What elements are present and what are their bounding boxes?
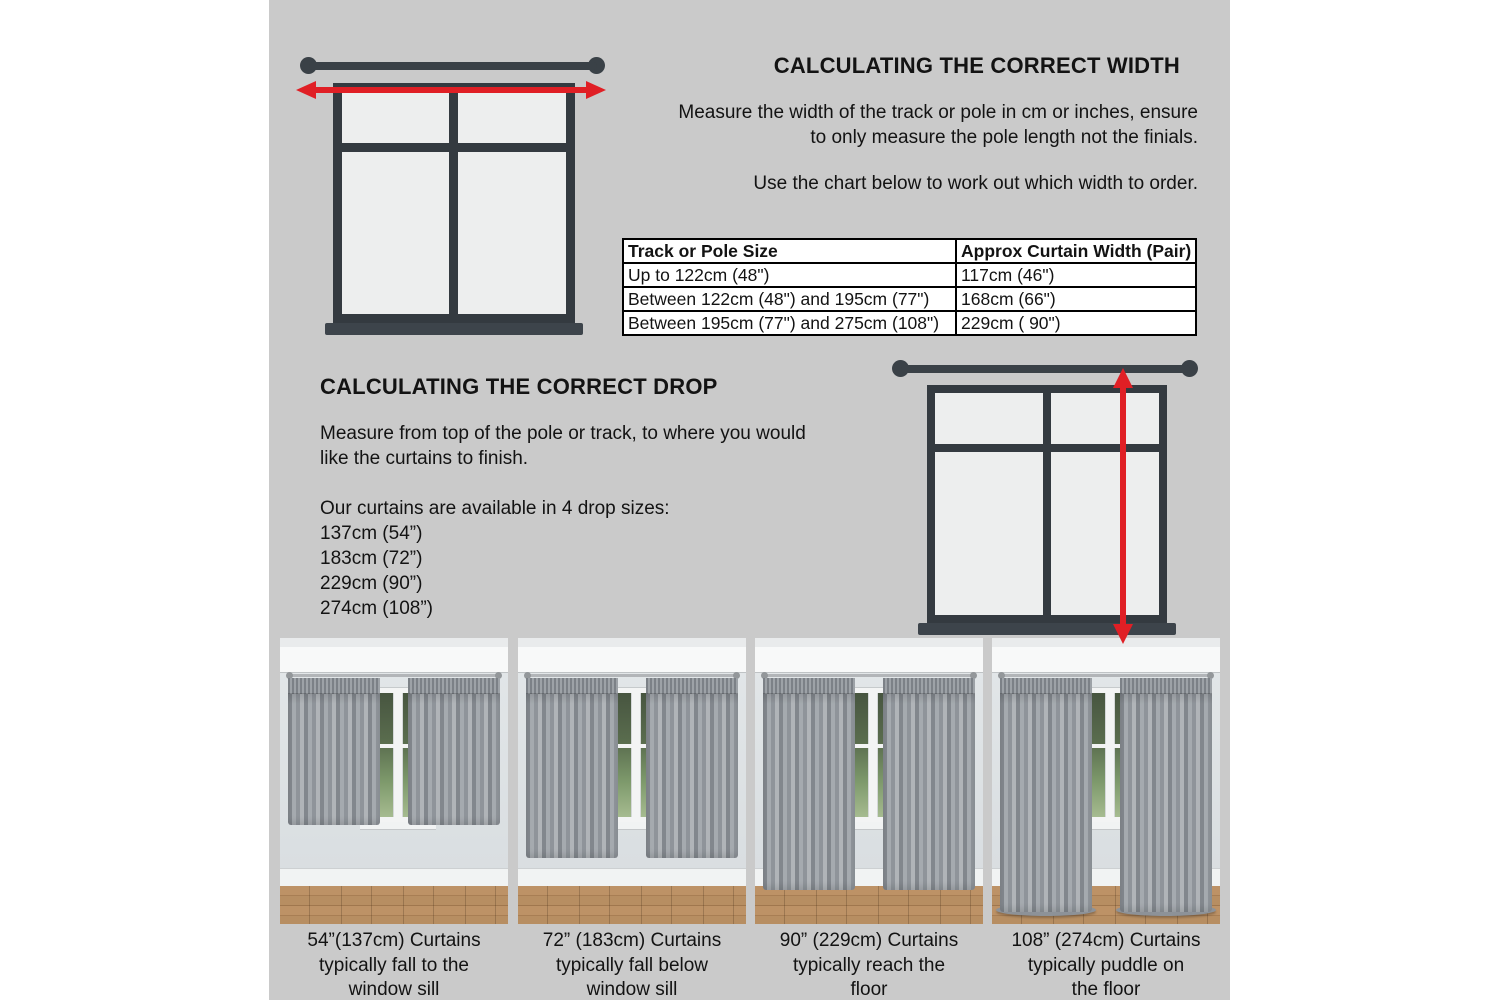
caption-line: the floor xyxy=(1071,979,1141,1000)
pleat-header xyxy=(1000,678,1092,694)
drop-size-option: 183cm (72”) xyxy=(320,548,423,569)
drop-sizes-intro: Our curtains are available in 4 drop sizes: xyxy=(320,498,670,519)
curtain-pole xyxy=(1002,674,1210,677)
drop-measure-diagram xyxy=(892,360,1202,644)
curtain-pole xyxy=(901,365,1190,373)
cell-pole-size: Between 195cm (77") and 275cm (108") xyxy=(623,311,956,335)
window-pane xyxy=(1051,452,1159,615)
drop-instructions xyxy=(320,421,920,621)
window-pane xyxy=(458,92,566,143)
arrowhead-down-icon xyxy=(1113,624,1133,644)
cell-curtain-width: 117cm (46") xyxy=(956,263,1196,287)
cell-curtain-width: 229cm ( 90") xyxy=(956,311,1196,335)
wood-floor xyxy=(755,886,983,924)
width-section-title: CALCULATING THE CORRECT WIDTH xyxy=(773,53,1180,78)
table-row xyxy=(623,263,1196,287)
pleat-header xyxy=(288,678,380,694)
pleat-header xyxy=(883,678,975,694)
window-mullion xyxy=(868,693,878,817)
example-photo-54in xyxy=(280,638,508,924)
table-row xyxy=(623,287,1196,311)
curtain-left xyxy=(526,678,618,858)
pleat-header xyxy=(526,678,618,694)
wood-floor xyxy=(518,886,746,924)
curtain-right xyxy=(883,678,975,890)
spacer xyxy=(320,471,920,496)
col-header-pole-size: Track or Pole Size xyxy=(623,239,956,263)
skirting-board xyxy=(280,868,508,888)
curtain-right xyxy=(646,678,738,858)
caption-line: typically fall below xyxy=(555,954,709,976)
curtain-right xyxy=(408,678,500,825)
curtain-left xyxy=(1000,678,1092,912)
size-chart-table xyxy=(622,238,1197,336)
curtain-pole xyxy=(290,674,498,677)
drop-size-option: 274cm (108”) xyxy=(320,598,433,619)
example-photo-108in xyxy=(992,638,1220,924)
width-measure-arrow xyxy=(296,81,606,99)
width-measure-diagram xyxy=(296,57,608,337)
caption-line: 108” (274cm) Curtains xyxy=(1011,930,1201,951)
window-mullion xyxy=(1105,693,1115,817)
caption-line: window sill xyxy=(586,979,678,1000)
window-pane xyxy=(342,152,449,314)
caption-line: 54”(137cm) Curtains xyxy=(307,930,481,951)
width-instructions-line1: Measure the width of the track or pole in cm or inches, ensure xyxy=(678,102,1198,123)
window-pane xyxy=(342,92,449,143)
cell-pole-size: Up to 122cm (48") xyxy=(623,263,956,287)
pleat-header xyxy=(1120,678,1212,694)
caption-line: 72” (183cm) Curtains xyxy=(542,930,722,951)
caption-line: typically reach the xyxy=(792,954,946,976)
window-sill xyxy=(918,623,1176,635)
photo-caption-108in xyxy=(986,929,1226,1000)
table-row xyxy=(623,311,1196,335)
window-pane xyxy=(935,393,1043,444)
window-frame xyxy=(333,83,575,323)
curtain-left xyxy=(288,678,380,825)
caption-line: floor xyxy=(850,979,888,1000)
pleat-header xyxy=(763,678,855,694)
col-header-curtain-width: Approx Curtain Width (Pair) xyxy=(956,239,1196,263)
window-pane xyxy=(458,152,566,314)
caption-line: typically fall to the xyxy=(319,954,469,976)
width-instructions-line2: to only measure the pole length not the finials. xyxy=(810,127,1198,148)
drop-section-title: CALCULATING THE CORRECT DROP xyxy=(320,374,718,399)
drop-size-option: 229cm (90”) xyxy=(320,573,423,594)
curtain-pole xyxy=(528,674,736,677)
width-instructions xyxy=(620,100,1198,150)
drop-instructions-line2: like the curtains to finish. xyxy=(320,448,529,469)
pleat-header xyxy=(646,678,738,694)
wood-floor xyxy=(280,886,508,924)
caption-line: window sill xyxy=(348,979,440,1000)
arrowhead-right-icon xyxy=(586,81,606,99)
arrow-shaft xyxy=(1120,382,1126,630)
window-mullion xyxy=(393,693,403,817)
curtain-left xyxy=(763,678,855,890)
pleat-header xyxy=(408,678,500,694)
window-pane xyxy=(1051,393,1159,444)
photo-caption-54in xyxy=(274,929,514,1000)
photo-caption-72in xyxy=(512,929,752,1000)
caption-line: 90” (229cm) Curtains xyxy=(779,930,959,951)
drop-measure-arrow xyxy=(1113,368,1133,644)
curtain-pole xyxy=(309,62,597,70)
drop-instructions-line1: Measure from top of the pole or track, to where you would xyxy=(320,423,806,444)
cell-pole-size: Between 122cm (48") and 195cm (77") xyxy=(623,287,956,311)
curtain-pole xyxy=(765,674,973,677)
skirting-board xyxy=(518,868,746,888)
window-pane xyxy=(935,452,1043,615)
curtain-right xyxy=(1120,678,1212,912)
ceiling-cornice xyxy=(518,638,746,673)
caption-line: typically puddle on xyxy=(1027,954,1185,976)
photo-caption-90in xyxy=(749,929,989,1000)
example-photo-90in xyxy=(755,638,983,924)
drop-size-option: 137cm (54”) xyxy=(320,523,423,544)
ceiling-cornice xyxy=(280,638,508,673)
window-sill xyxy=(325,323,583,335)
cell-curtain-width: 168cm (66") xyxy=(956,287,1196,311)
arrow-shaft xyxy=(310,87,592,93)
example-photo-72in xyxy=(518,638,746,924)
table-header-row xyxy=(623,239,1196,263)
width-chart-note: Use the chart below to work out which width to order. xyxy=(753,173,1198,194)
window-mullion xyxy=(631,693,641,817)
